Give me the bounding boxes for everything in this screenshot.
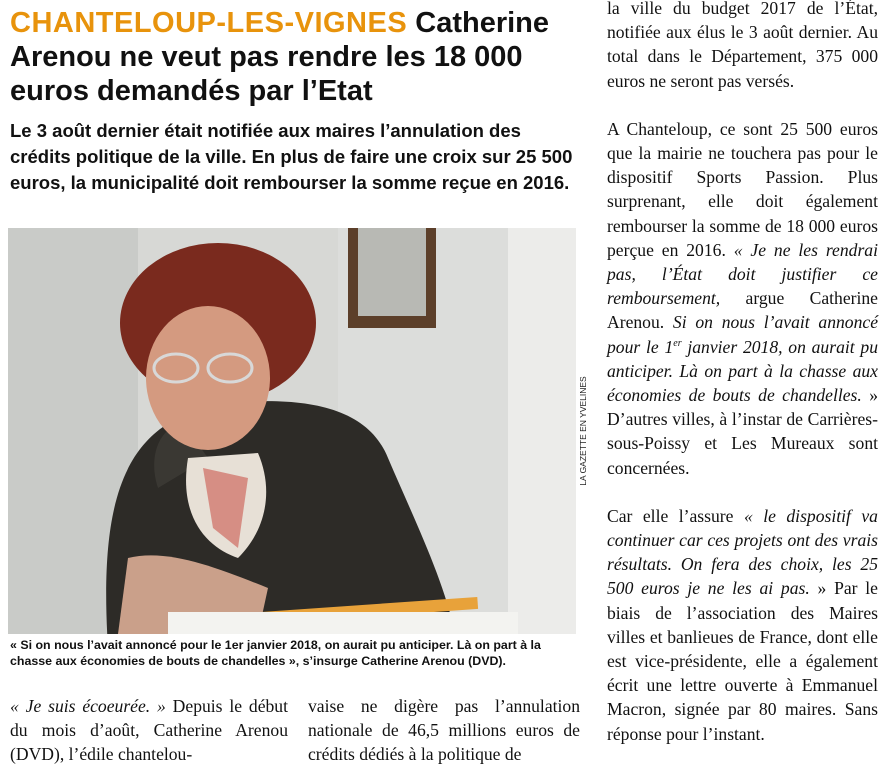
body-text: Depuis le début du mois d’août, Catherine Arenou (DVD), l’édile chantelou- — [10, 696, 288, 765]
body-text: vaise ne digère pas l’annulation nationale de 46,5 millions euros de crédits dédiés à la politique de — [308, 696, 580, 765]
photo-credit: LA GAZETTE EN YVELINES — [578, 376, 588, 486]
headline — [10, 6, 580, 108]
paragraph: Car elle l’assure « le dispositif va continuer car ces projets ont des vrais résultats. On fera des choix, les 25 500 euros je ne les ai pas. » Par le biais de l’association des Maires villes et banlieues de France, dont elle est vice-présidente, elle a également écrit une lettre ouverte à Emmanuel Macron, signée par 80 maires. Sans réponse pour l’instant. — [607, 505, 878, 744]
lede: Le 3 août dernier était notifiée aux maires l’annulation des crédits politique de la ville. En plus de faire une croix sur 25 500 euros, la municipalité doit rembourser la somme reçue en 2016. — [10, 120, 573, 193]
opening-quote: « Je suis écoeurée. » — [10, 696, 166, 716]
headline-title: Catherine Arenou ne veut pas rendre les 18 000 euros demandés par l’Etat — [10, 7, 550, 107]
photo-caption: « Si on nous l’avait annoncé pour le 1er janvier 2018, on aurait pu anticiper. Là on part à la chasse aux économies de bouts de chandelles », s’insurge Catherine Arenou (DVD). — [10, 638, 541, 669]
headline-location: CHANTELOUP-LES-VIGNES — [10, 7, 408, 39]
body-column-3 — [607, 0, 878, 746]
body-column-1 — [10, 694, 288, 767]
paragraph: la ville du budget 2017 de l’État, notifiée aux élus le 3 août dernier. Au total dans le Département, 375 000 euros ne seront pas versés. — [607, 0, 878, 91]
portrait-illustration — [8, 228, 576, 634]
article-photo — [8, 228, 576, 634]
paragraph: A Chanteloup, ce sont 25 500 euros que la mairie ne touchera pas pour le dispositif Sports Passion. Plus surprenant, elle doit également rembourser la somme de 18 000 euros perçue en 2016. « Je ne les rendrai pas, l’État doit justifier ce remboursement, argue Catherine Arenou. Si on nous l’avait annoncé pour le 1er janvier 2018, on aurait pu anticiper. Là on part à la chasse aux économies de bouts de chandelles. » D’autres villes, à l’instar de Carrières-sous-Poissy et Les Mureaux sont concernées. — [607, 118, 879, 478]
body-column-2 — [308, 694, 580, 767]
